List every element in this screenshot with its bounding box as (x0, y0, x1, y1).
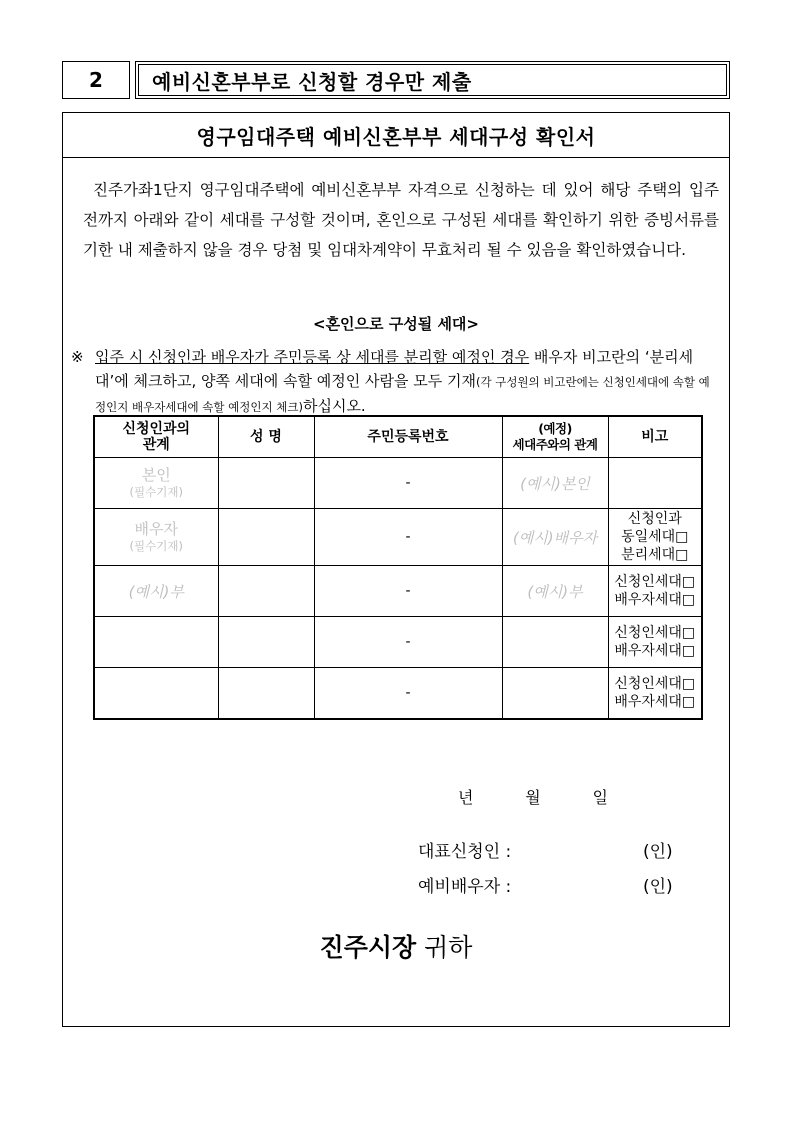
note-part2: 배우자 비고란의 ‘분리세대’에 체크하고, 양쪽 세대에 속할 예정인 사람을 모두 기재 (95, 348, 694, 390)
col-header-remark: 비고 (608, 416, 702, 458)
form-frame (62, 112, 730, 1027)
table-row (94, 668, 702, 720)
date-day: 일 (592, 788, 608, 807)
remark-cell: 신청인과 동일세대□ 분리세대□ (608, 509, 702, 566)
name-cell[interactable] (218, 617, 314, 668)
note-underlined: 입주 시 신청인과 배우자가 주민등록 상 세대를 분리할 예정인 경우 (95, 348, 530, 366)
rrn-cell[interactable]: - (314, 458, 502, 509)
head-relation-cell[interactable]: (예시)배우자 (502, 509, 608, 566)
seal-mark: (인) (643, 877, 673, 897)
section-title: 예비신혼부부로 신청할 경우만 제출 (135, 61, 730, 99)
name-cell[interactable] (218, 458, 314, 509)
applicant-household-checkbox[interactable]: 신청인세대□ (614, 625, 696, 641)
date-year: 년 (458, 788, 474, 807)
table-row (94, 509, 702, 566)
note-text (71, 345, 719, 419)
rrn-cell[interactable]: - (314, 668, 502, 720)
rrn-cell[interactable]: - (314, 509, 502, 566)
head-relation-cell[interactable]: (예시)본인 (502, 458, 608, 509)
col-header-name: 성 명 (218, 416, 314, 458)
intro-paragraph: 진주가좌1단지 영구임대주택에 예비신혼부부 자격으로 신청하는 데 있어 해당 주택의 입주 전까지 아래와 같이 세대를 구성할 것이며, 혼인으로 구성된 세대를 확인하기 위한 증빙서류를 기한 내 제출하지 않을 경우 당첨 및 임대차계약이 무효처리 될 수 있음을 확인하였습니다. (83, 181, 719, 259)
note-mark: ※ (71, 348, 84, 366)
table-row (94, 458, 702, 509)
addressee (63, 928, 729, 964)
applicant-household-checkbox[interactable]: 신청인세대□ (614, 676, 696, 692)
note-end: 하십시오. (302, 397, 366, 415)
name-cell[interactable] (218, 668, 314, 720)
relation-cell[interactable] (94, 668, 218, 720)
col-header-relation: 신청인과의 관계 (94, 416, 218, 458)
seal-mark: (인) (643, 842, 673, 862)
date-line[interactable] (458, 785, 608, 808)
spouse-household-checkbox[interactable]: 배우자세대□ (614, 643, 696, 659)
head-relation-cell[interactable] (502, 668, 608, 720)
instruction-note (71, 345, 719, 419)
signature-label: 대표신청인 : (418, 842, 512, 862)
note-small: (각 구성원의 비고란에는 신청인세대에 속할 예정인지 배우자세대에 속할 예정인지 체크) (95, 375, 710, 414)
remark-cell (608, 458, 702, 509)
spouse-household-checkbox[interactable]: 배우자세대□ (614, 694, 696, 710)
applicant-household-checkbox[interactable]: 신청인세대□ (614, 574, 696, 590)
head-relation-cell[interactable]: (예시)부 (502, 566, 608, 617)
relation-cell[interactable]: (예시)부 (94, 566, 218, 617)
same-household-checkbox[interactable]: 동일세대□ (621, 529, 689, 545)
name-cell[interactable] (218, 566, 314, 617)
date-month: 월 (525, 788, 541, 807)
relation-cell[interactable]: 배우자 (필수기재) (94, 509, 218, 566)
remark-cell (608, 668, 702, 720)
col-header-rrn: 주민등록번호 (314, 416, 502, 458)
addressee-suffix: 귀하 (416, 933, 473, 962)
addressee-name: 진주시장 (319, 933, 417, 962)
rrn-cell[interactable]: - (314, 617, 502, 668)
household-section-title: <혼인으로 구성될 세대> (313, 315, 479, 333)
table-row (94, 566, 702, 617)
remark-cell (608, 617, 702, 668)
spouse-household-checkbox[interactable]: 배우자세대□ (614, 592, 696, 608)
household-table (93, 415, 703, 720)
rrn-cell[interactable]: - (314, 566, 502, 617)
document-title: 영구임대주택 예비신혼부부 세대구성 확인서 (63, 113, 729, 158)
head-relation-cell[interactable] (502, 617, 608, 668)
relation-cell[interactable] (94, 617, 218, 668)
col-header-head-relation: (예정) 세대주와의 관계 (502, 416, 608, 458)
signature-spouse[interactable] (418, 872, 673, 897)
signature-applicant[interactable] (418, 837, 673, 862)
name-cell[interactable] (218, 509, 314, 566)
separate-household-checkbox[interactable]: 분리세대□ (621, 547, 689, 563)
signature-label: 예비배우자 : (418, 877, 512, 897)
remark-cell (608, 566, 702, 617)
table-row (94, 617, 702, 668)
section-number: 2 (62, 61, 130, 99)
relation-cell[interactable]: 본인 (필수기재) (94, 458, 218, 509)
